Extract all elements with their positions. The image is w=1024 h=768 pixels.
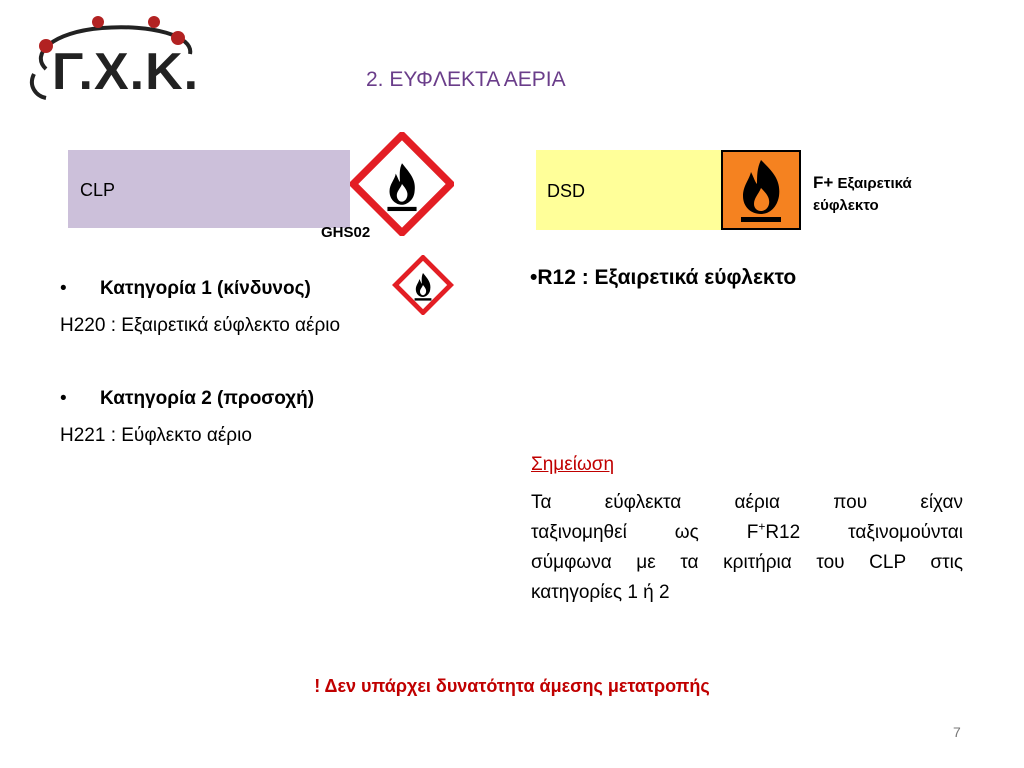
category-1-label: Κατηγορία 1 (κίνδυνος) bbox=[100, 278, 311, 299]
note-line-2-sup: + bbox=[758, 519, 766, 534]
dsd-caption bbox=[813, 172, 912, 217]
category-2-item bbox=[60, 388, 314, 410]
note-line-2-post: R12 ταξινομούνται bbox=[765, 522, 964, 543]
note-line-2-pre: ταξινομηθεί ως F bbox=[531, 522, 759, 543]
logo bbox=[22, 14, 202, 106]
h221-statement: H221 : Εύφλεκτο αέριο bbox=[60, 425, 252, 446]
note-body bbox=[531, 488, 963, 608]
clp-label: CLP bbox=[80, 180, 116, 200]
category-2-label: Κατηγορία 2 (προσοχή) bbox=[100, 388, 315, 409]
flame-pictogram-icon bbox=[350, 132, 454, 236]
flame-orange-symbol-icon bbox=[721, 150, 801, 230]
warning-text: ! Δεν υπάρχει δυνατότητα άμεσης μετατροπής bbox=[314, 676, 710, 696]
bullet: • bbox=[60, 388, 67, 409]
note-line-2 bbox=[531, 518, 963, 548]
note-line-3: σύμφωνα με τα κριτήρια του CLP στις bbox=[531, 552, 963, 573]
ghs02-code: GHS02 bbox=[321, 224, 371, 241]
logo-text: Γ.Χ.Κ. bbox=[52, 43, 200, 101]
note-title: Σημείωση bbox=[531, 454, 615, 475]
slide-title: 2. ΕΥΦΛΕΚΤΑ ΑΕΡΙΑ bbox=[366, 68, 566, 91]
dsd-label: DSD bbox=[547, 181, 586, 201]
clp-banner bbox=[68, 150, 350, 228]
r12-statement: •R12 : Εξαιρετικά εύφλεκτο bbox=[530, 266, 797, 289]
note-line-1: Τα εύφλεκτα αέρια που είχαν bbox=[531, 492, 963, 513]
dsd-symbol-text-line1: Εξαιρετικά bbox=[837, 175, 912, 192]
flame-pictogram-small-icon bbox=[391, 255, 455, 315]
bullet: • bbox=[60, 278, 67, 299]
h220-statement: H220 : Εξαιρετικά εύφλεκτο αέριο bbox=[60, 315, 341, 336]
dsd-symbol-letter: F+ bbox=[813, 173, 834, 192]
page-number: 7 bbox=[953, 724, 961, 740]
note-line-4: κατηγορίες 1 ή 2 bbox=[531, 582, 670, 603]
dsd-banner bbox=[536, 150, 721, 230]
dsd-symbol-text-line2: εύφλεκτο bbox=[813, 197, 879, 214]
category-1-item bbox=[60, 278, 311, 300]
